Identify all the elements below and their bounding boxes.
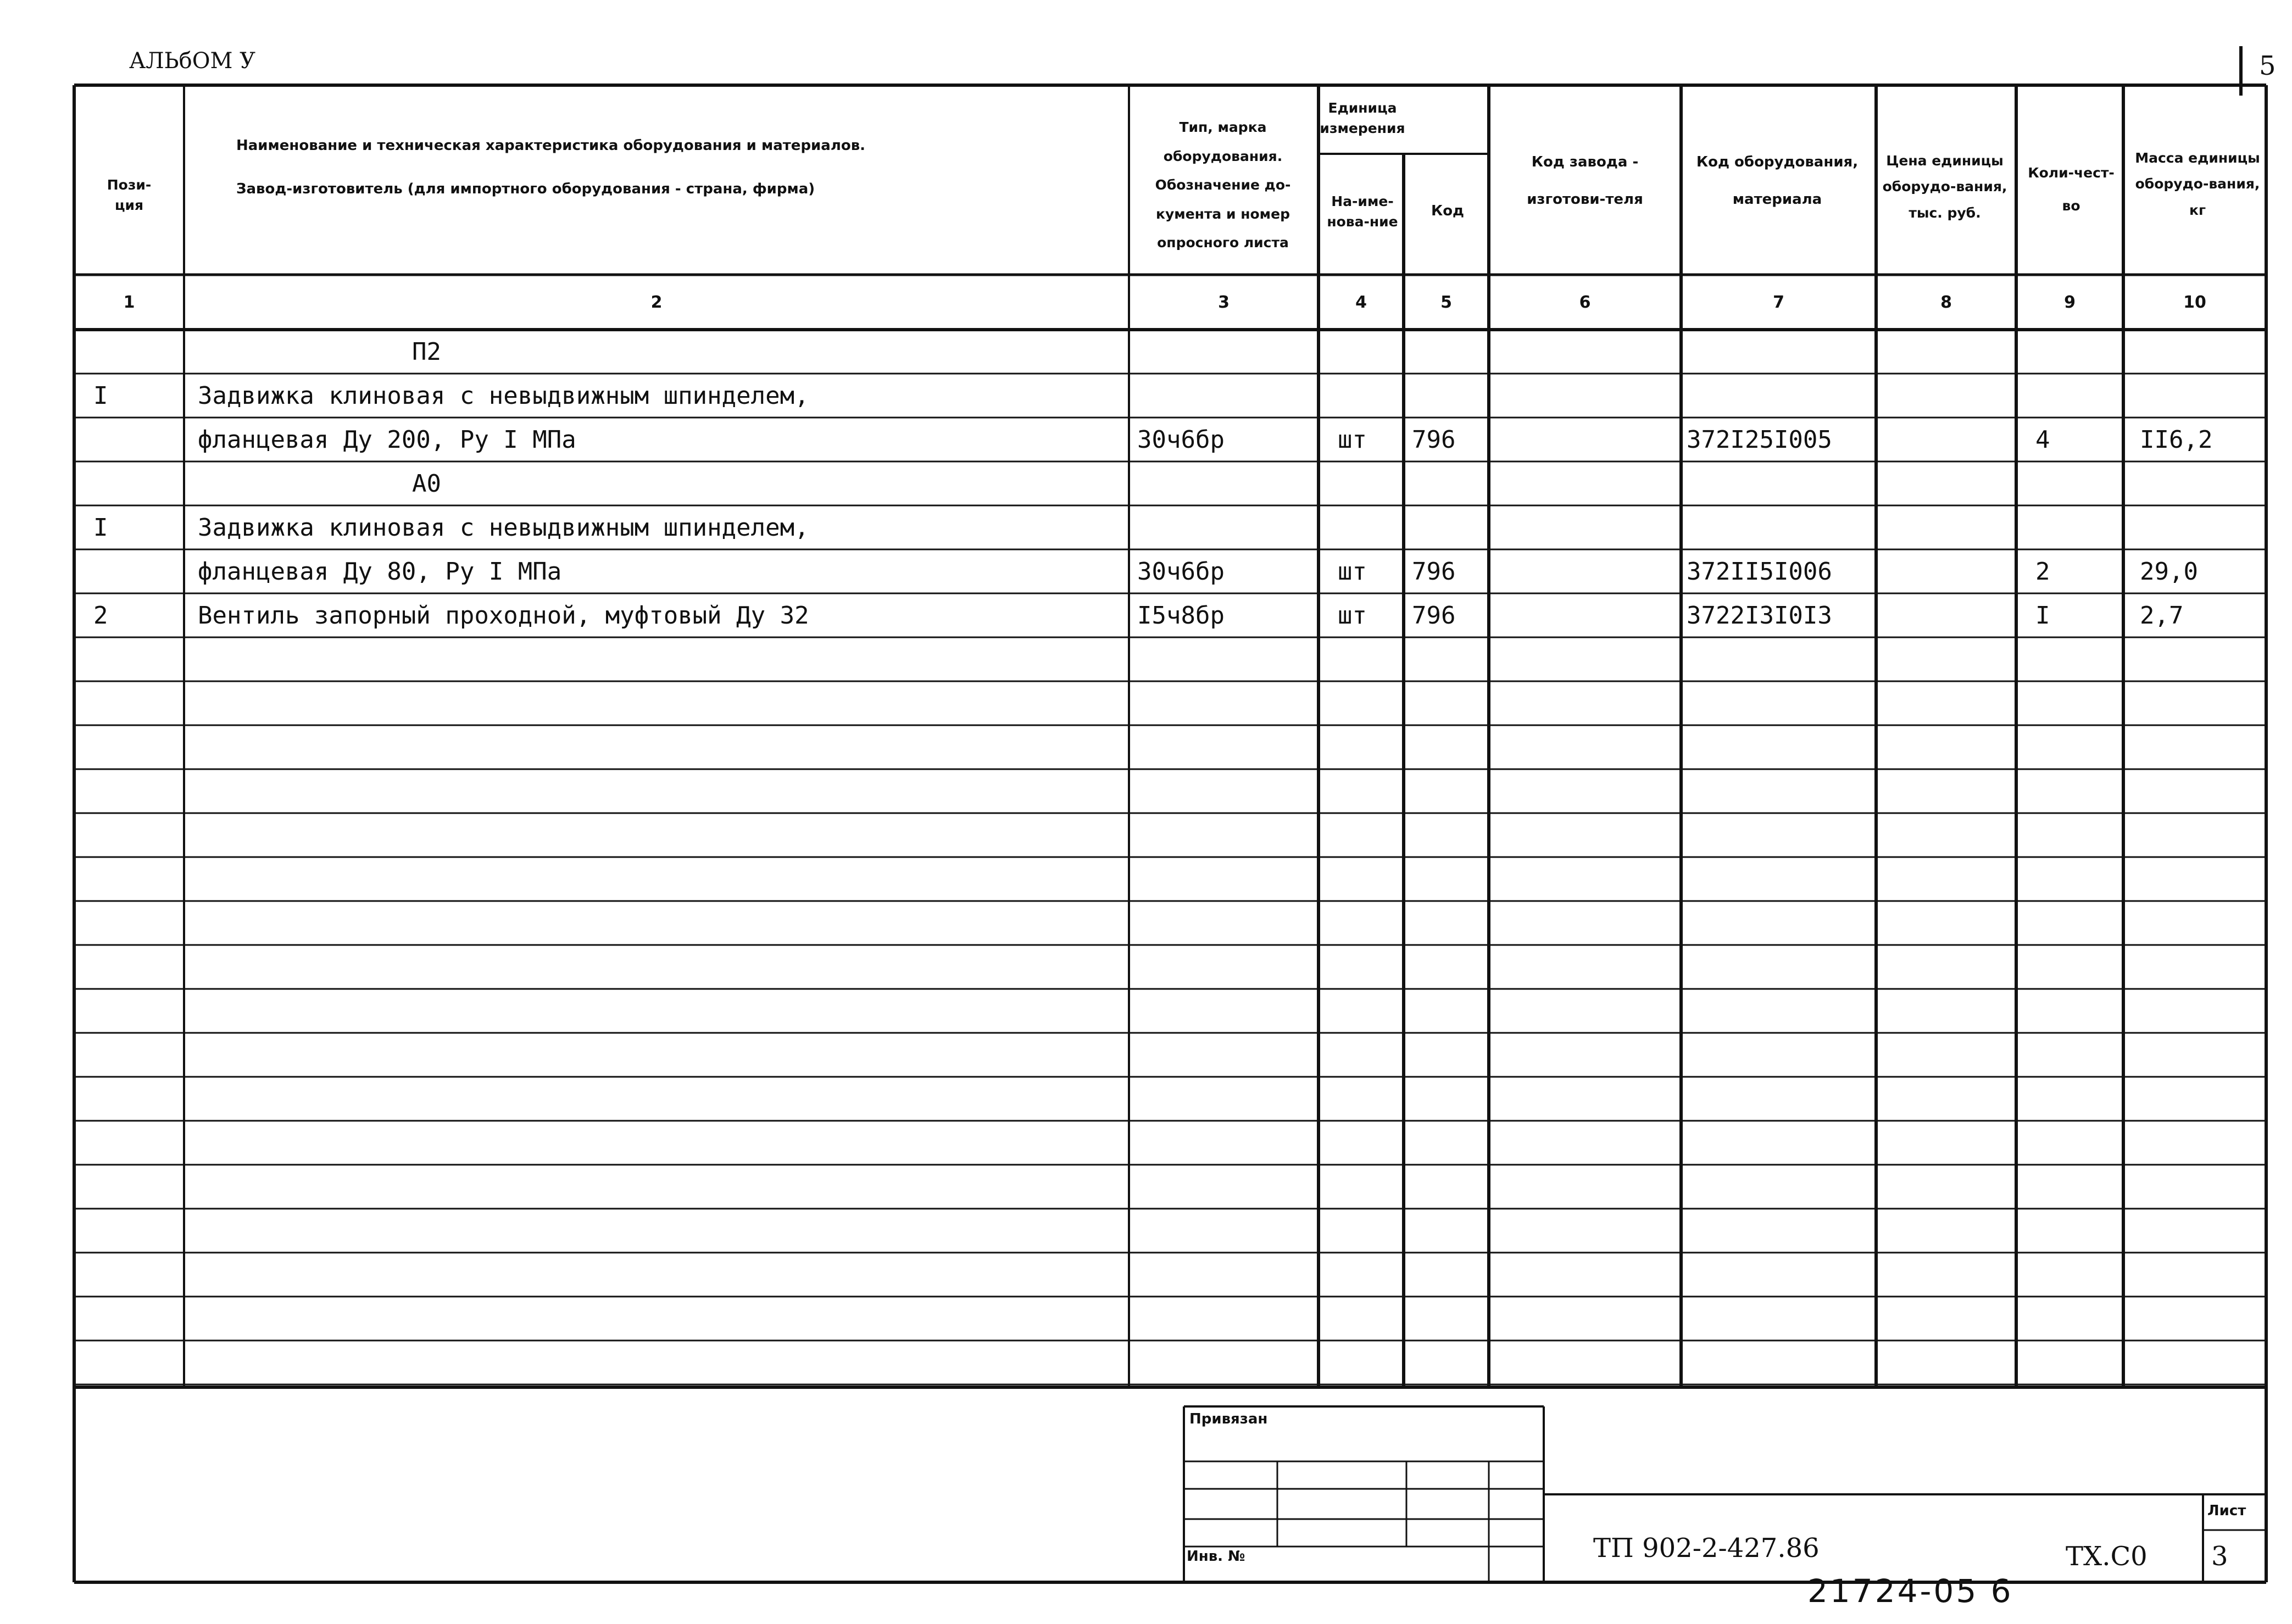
header-unit-code-text: Код (1431, 203, 1465, 220)
cell-unit-code: 796 (1412, 425, 1456, 454)
cell-quantity: 4 (2035, 425, 2050, 454)
header-position (74, 137, 184, 253)
cell-price (1882, 593, 2013, 637)
cell-equipment-code: 372I25I005 (1687, 425, 1832, 454)
cell-type (1137, 330, 1313, 374)
cell-mass (2140, 330, 2263, 374)
cell-quantity (2035, 374, 2118, 418)
cell-quantity: I (2035, 601, 2050, 630)
header-unit-text: Единица измерения (1320, 99, 1405, 136)
inventory-label: Инв. № (1187, 1548, 1245, 1565)
header-mass (2132, 102, 2263, 266)
column-number-5: 5 (1440, 292, 1452, 312)
cell-name: П2 (412, 337, 441, 366)
header-unit (1319, 91, 1406, 146)
header-type (1131, 102, 1315, 269)
cell-price (1882, 418, 2013, 461)
cell-unit: шт (1338, 601, 1367, 630)
cell-quantity (2035, 461, 2118, 505)
cell-factory-code (1494, 330, 1676, 374)
cell-position (93, 461, 181, 505)
cell-type (1137, 374, 1313, 418)
header-equipment-code (1687, 110, 1868, 253)
cell-unit-code: 796 (1412, 601, 1456, 630)
header-unit-name-text: На-име-нова-ние (1327, 193, 1398, 230)
cell-price (1882, 374, 2013, 418)
cell-price (1882, 549, 2013, 593)
cell-price (1882, 330, 2013, 374)
column-number-4: 4 (1355, 292, 1367, 312)
cell-unit-code (1412, 461, 1483, 505)
cell-factory-code (1494, 593, 1676, 637)
cell-quantity: 2 (2035, 557, 2050, 586)
cell-unit: шт (1338, 425, 1367, 454)
cell-unit-code (1412, 330, 1483, 374)
cell-factory-code (1494, 505, 1676, 549)
sheet-number: 3 (2211, 1541, 2228, 1572)
cell-unit: шт (1338, 557, 1367, 586)
cell-name: Задвижка клиновая с невыдвижным шпинделем, (198, 513, 809, 542)
header-mass-text: Масса единицы оборудо-вания, кг (2135, 149, 2260, 218)
header-name-line1: Наименование и техническая характеристика оборудования и материалов. (236, 137, 866, 154)
header-type-text: Тип, марка оборудования. Обозначение до-кумента и номер опросного листа (1155, 119, 1291, 251)
column-number-2: 2 (650, 292, 663, 312)
column-number-6: 6 (1579, 292, 1591, 312)
cell-factory-code (1494, 549, 1676, 593)
cell-equipment-code (1687, 330, 1873, 374)
album-label: АЛЬбОМ У (129, 48, 256, 74)
cell-type (1137, 505, 1313, 549)
cell-unit-code: 796 (1412, 557, 1456, 586)
cell-position (93, 330, 181, 374)
cell-type (1137, 461, 1313, 505)
cell-price (1882, 505, 2013, 549)
cell-name: Задвижка клиновая с невыдвижным шпинделем, (198, 381, 809, 410)
cell-name: Вентиль запорный проходной, муфтовый Ду 32 (198, 601, 809, 630)
header-factory-code (1494, 110, 1676, 253)
header-price-text: Цена единицы оборудо-вания, тыс. руб. (1882, 152, 2007, 221)
cell-equipment-code: 3722I3I0I3 (1687, 601, 1832, 630)
cell-type: 30ч6бр (1137, 557, 1225, 586)
cell-quantity (2035, 505, 2118, 549)
archive-number: 21724-05 6 (1807, 1572, 2013, 1610)
page-number: 5 (2259, 51, 2276, 81)
document-code: ТП 902-2-427.86 (1593, 1533, 1820, 1564)
cell-unit (1338, 330, 1401, 374)
cell-mass: II6,2 (2140, 425, 2213, 454)
cell-name: фланцевая Ду 80, Ру I МПа (198, 557, 562, 586)
header-factory-code-text: Код завода - изготови-теля (1527, 154, 1643, 208)
cell-unit-code (1412, 505, 1483, 549)
cell-mass: 2,7 (2140, 601, 2184, 630)
cell-factory-code (1494, 418, 1676, 461)
header-name-line2: Завод-изготовитель (для импортного оборудования - страна, фирма) (236, 181, 815, 197)
header-quantity (2022, 121, 2121, 258)
column-number-8: 8 (1940, 292, 1952, 312)
cell-type: 30ч6бр (1137, 425, 1225, 454)
cell-unit-code (1412, 374, 1483, 418)
sheet-label: Лист (2207, 1503, 2246, 1519)
cell-unit (1338, 374, 1401, 418)
cell-position: I (93, 381, 108, 410)
cell-name: А0 (412, 469, 441, 498)
header-quantity-text: Коли-чест-во (2028, 165, 2115, 214)
cell-price (1882, 461, 2013, 505)
cell-name: фланцевая Ду 200, Ру I МПа (198, 425, 576, 454)
cell-equipment-code (1687, 461, 1873, 505)
header-position-text: Пози- ция (107, 176, 152, 213)
cell-quantity (2035, 330, 2118, 374)
header-unit-code (1406, 157, 1489, 266)
header-price (1879, 104, 2011, 269)
cell-position: 2 (93, 601, 108, 630)
cell-equipment-code (1687, 374, 1873, 418)
cell-equipment-code (1687, 505, 1873, 549)
cell-position (93, 418, 181, 461)
column-number-10: 10 (2183, 292, 2206, 312)
cell-mass (2140, 461, 2263, 505)
cell-mass (2140, 374, 2263, 418)
column-number-7: 7 (1773, 292, 1784, 312)
cell-position: I (93, 513, 108, 542)
header-equipment-code-text: Код оборудования, материала (1696, 154, 1859, 208)
header-name (236, 124, 1115, 212)
cell-factory-code (1494, 374, 1676, 418)
column-number-1: 1 (123, 292, 135, 312)
cell-factory-code (1494, 461, 1676, 505)
column-number-9: 9 (2064, 292, 2076, 312)
column-number-3: 3 (1218, 292, 1230, 312)
header-unit-name (1321, 157, 1404, 266)
bound-label: Привязан (1189, 1411, 1268, 1427)
section-code: ТХ.С0 (2066, 1541, 2148, 1572)
cell-position (93, 549, 181, 593)
cell-type: I5ч8бр (1137, 601, 1225, 630)
cell-mass (2140, 505, 2263, 549)
cell-unit (1338, 505, 1401, 549)
cell-equipment-code: 372II5I006 (1687, 557, 1832, 586)
cell-mass: 29,0 (2140, 557, 2198, 586)
cell-unit (1338, 461, 1401, 505)
